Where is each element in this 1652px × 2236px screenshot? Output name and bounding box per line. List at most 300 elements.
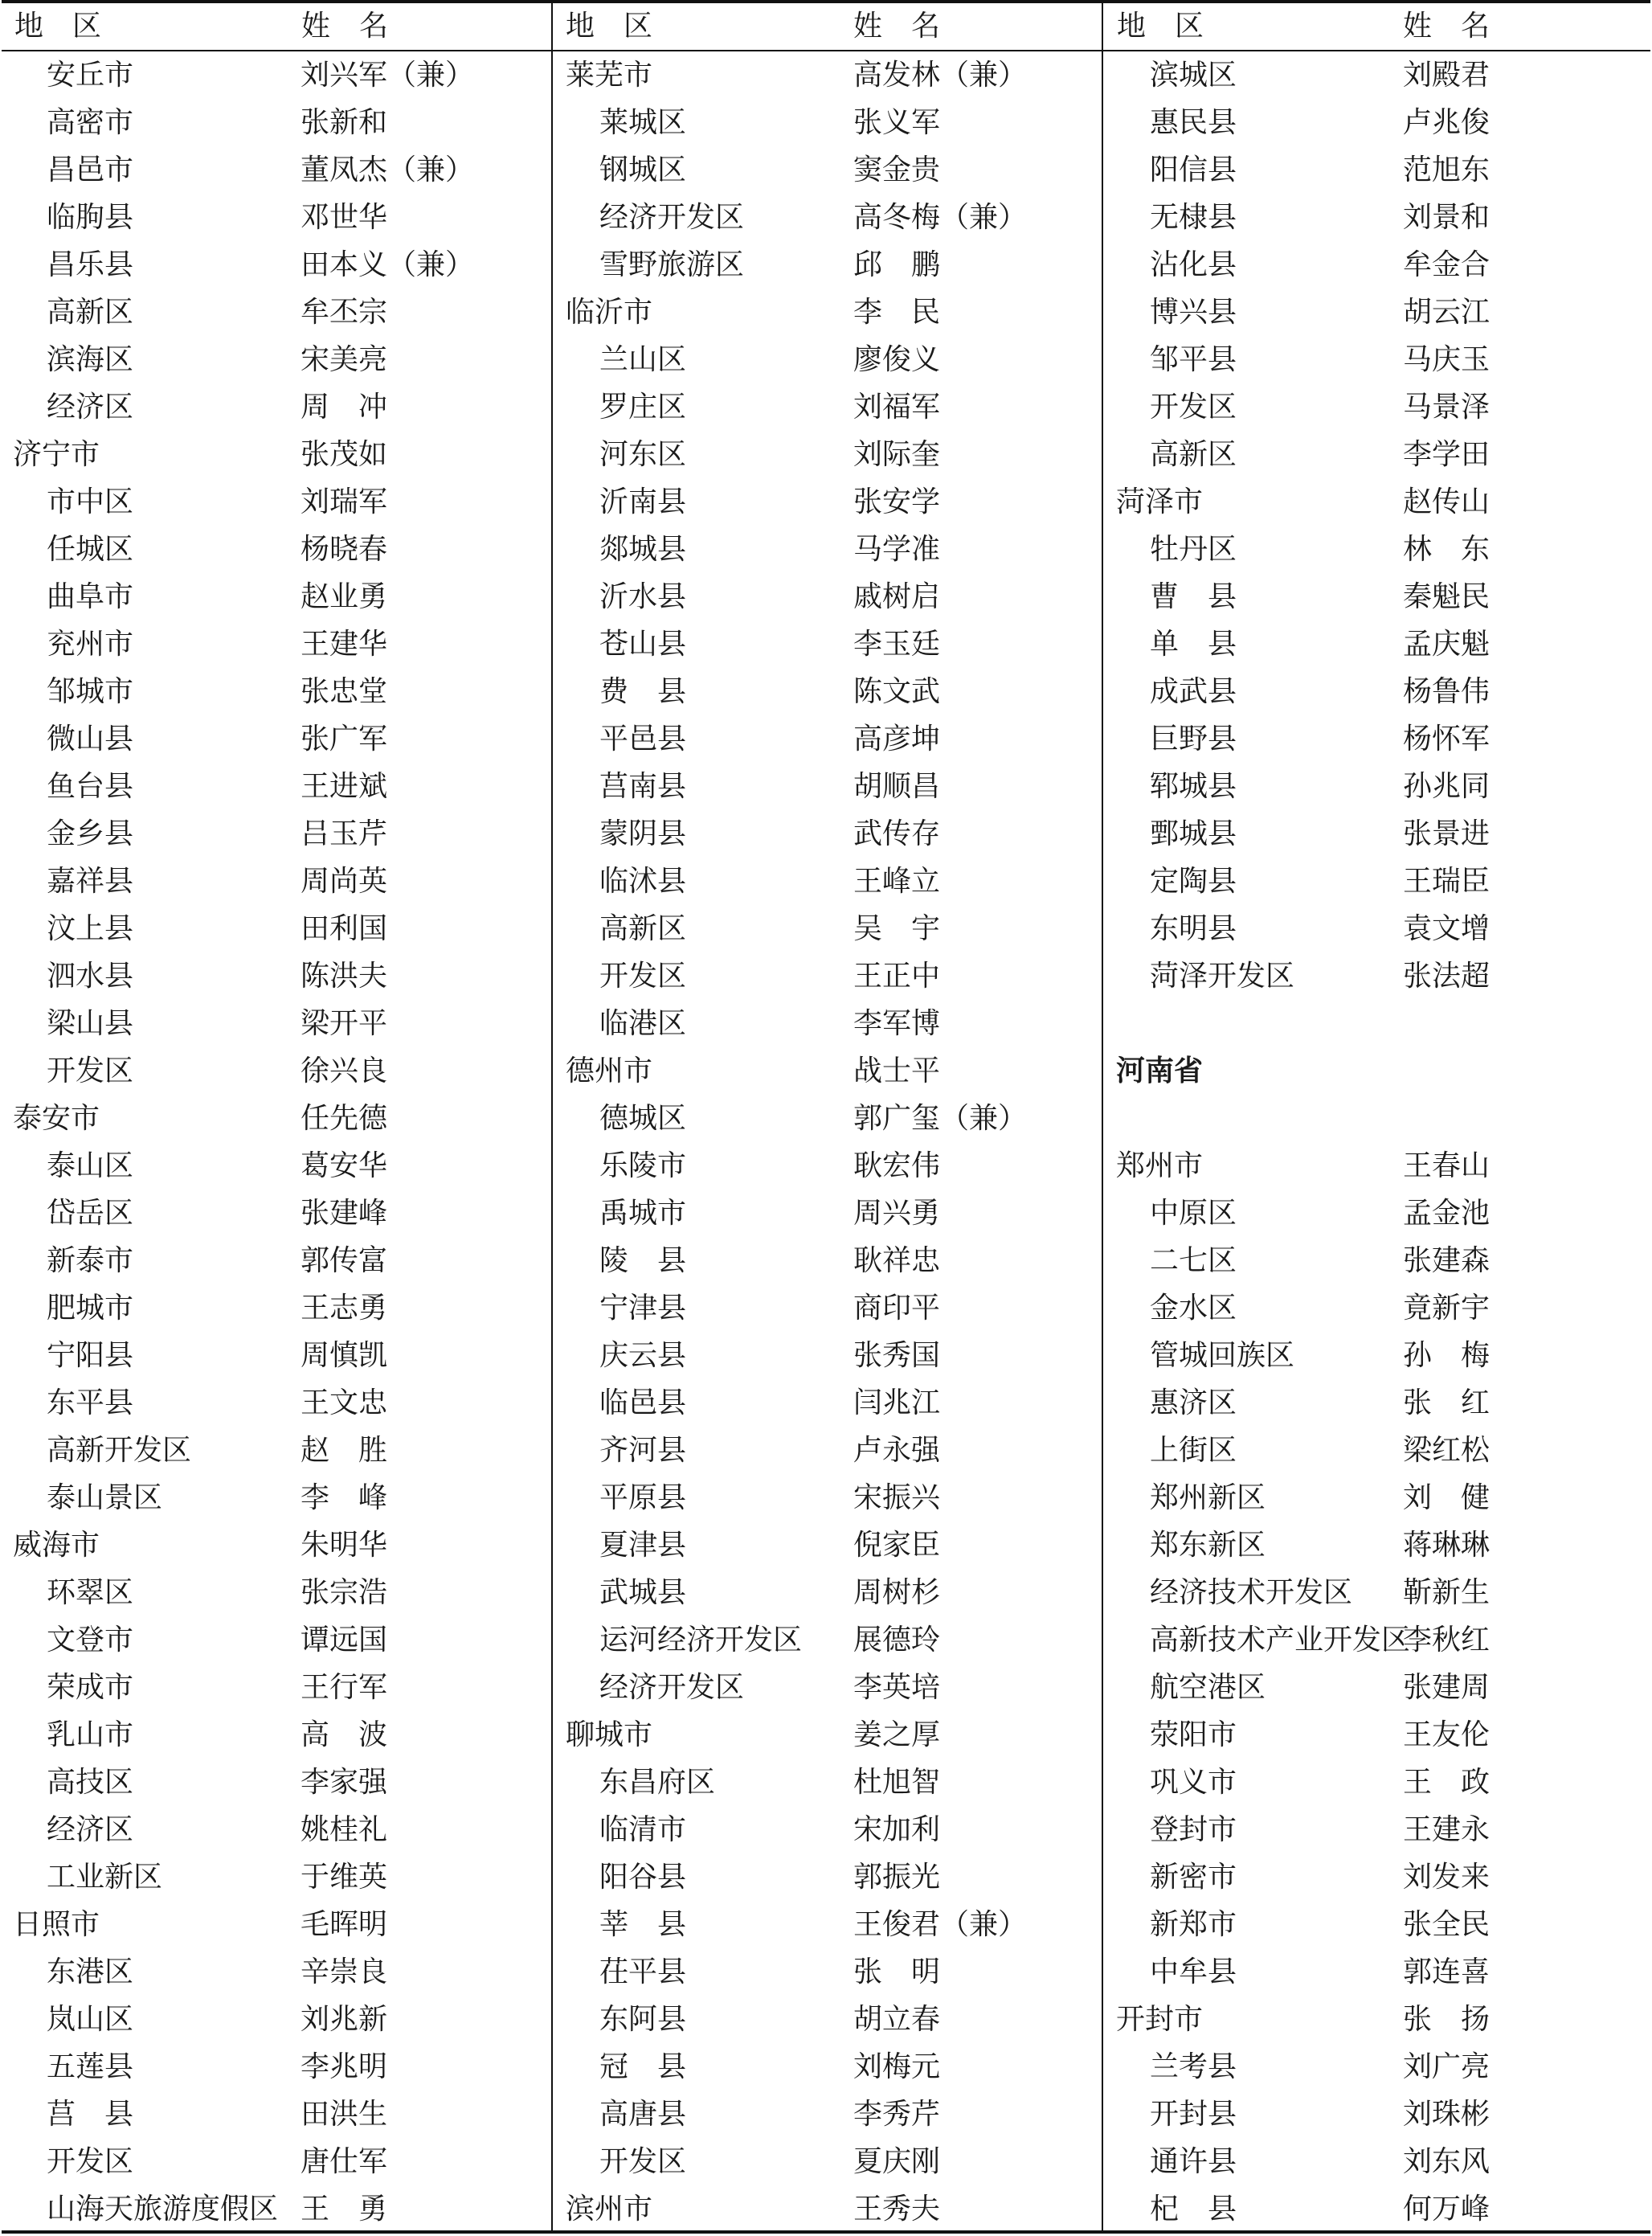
region-name: 高唐县	[599, 2098, 687, 2131]
name-header: 姓 名	[1403, 10, 1490, 43]
region-name: 高新开发区	[47, 1434, 192, 1467]
person-name: 李 民	[853, 296, 941, 329]
person-name: 梁红松	[1403, 1434, 1490, 1467]
region-header: 地 区	[566, 10, 653, 43]
person-name: 胡云江	[1403, 296, 1490, 329]
table-row	[0, 1142, 551, 1190]
table-row	[0, 241, 551, 289]
region-name: 杞 县	[1150, 2193, 1237, 2226]
person-name: 张安学	[853, 485, 941, 518]
person-name: 刘 健	[1403, 1481, 1490, 1514]
table-row	[1103, 51, 1652, 99]
person-name: 王峰立	[853, 865, 941, 898]
table-row	[1103, 194, 1652, 241]
region-name: 航空港区	[1150, 1671, 1266, 1704]
region-name: 昌乐县	[47, 248, 134, 281]
region-name: 费 县	[599, 675, 687, 708]
table-row	[1103, 1000, 1652, 1047]
column-1	[0, 0, 551, 2234]
person-name: 周兴勇	[853, 1197, 941, 1230]
region-name: 茌平县	[599, 1955, 687, 1988]
region-name: 泰山区	[47, 1149, 134, 1182]
table-row	[553, 1711, 1102, 1759]
region-name: 博兴县	[1150, 296, 1237, 329]
person-name: 刘广亮	[1403, 2050, 1490, 2083]
region-name: 微山县	[47, 723, 134, 756]
table-row	[553, 1616, 1102, 1664]
table-row	[1103, 1095, 1652, 1142]
region-name: 新郑市	[1150, 1908, 1237, 1941]
person-name: 秦魁民	[1403, 580, 1490, 613]
person-name: 刘东风	[1403, 2145, 1490, 2178]
person-name: 牟金合	[1403, 248, 1490, 281]
table-row	[0, 952, 551, 1000]
region-name: 泰安市	[13, 1102, 100, 1135]
table-row	[0, 1190, 551, 1237]
region-name: 临沂市	[566, 296, 653, 329]
region-name: 禹城市	[599, 1197, 687, 1230]
person-name: 王瑞臣	[1403, 865, 1490, 898]
table-row	[553, 1142, 1102, 1190]
region-name: 市中区	[47, 485, 134, 518]
table-row	[553, 146, 1102, 194]
table-row	[0, 810, 551, 858]
table-row	[553, 763, 1102, 810]
region-name: 济宁市	[13, 438, 100, 471]
region-name: 金水区	[1150, 1292, 1237, 1325]
region-name: 宁津县	[599, 1292, 687, 1325]
table-row	[0, 1379, 551, 1427]
person-name: 刘兆新	[301, 2003, 388, 2036]
person-name: 孟金池	[1403, 1197, 1490, 1230]
region-name: 沾化县	[1150, 248, 1237, 281]
region-name: 郑州市	[1116, 1149, 1204, 1182]
person-name: 谭远国	[301, 1624, 388, 1657]
person-name: 刘发来	[1403, 1861, 1490, 1894]
region-name: 经济区	[47, 391, 134, 424]
region-name: 乐陵市	[599, 1149, 687, 1182]
person-name: 张景进	[1403, 817, 1490, 850]
person-name: 姜之厚	[853, 1718, 941, 1751]
name-header: 姓 名	[853, 10, 941, 43]
person-name: 吕玉芹	[301, 817, 388, 850]
region-name: 德城区	[599, 1102, 687, 1135]
person-name: 刘兴军（兼）	[301, 59, 475, 92]
table-row	[0, 51, 551, 99]
person-name: 李家强	[301, 1766, 388, 1799]
table-row	[1103, 1379, 1652, 1427]
table-row	[0, 905, 551, 952]
person-name: 马庆玉	[1403, 343, 1490, 376]
table-row	[0, 668, 551, 715]
region-name: 新泰市	[47, 1244, 134, 1277]
region-name: 开发区	[47, 2145, 134, 2178]
person-name: 孙兆同	[1403, 770, 1490, 803]
region-name: 昌邑市	[47, 154, 134, 186]
person-name: 高冬梅（兼）	[853, 201, 1028, 234]
region-name: 嘉祥县	[47, 865, 134, 898]
table-row	[1103, 1427, 1652, 1474]
table-row	[1103, 668, 1652, 715]
table-row	[1103, 1284, 1652, 1332]
region-name: 齐河县	[599, 1434, 687, 1467]
person-name: 王建永	[1403, 1813, 1490, 1846]
table-row	[1103, 2043, 1652, 2091]
table-row	[1103, 1616, 1652, 1664]
person-name: 刘珠彬	[1403, 2098, 1490, 2131]
table-row	[0, 1474, 551, 1521]
region-name: 沂水县	[599, 580, 687, 613]
table-row	[0, 1332, 551, 1379]
person-name: 竟新宇	[1403, 1292, 1490, 1325]
table-row	[553, 715, 1102, 763]
person-name: 张 明	[853, 1955, 941, 1988]
table-row	[1103, 1142, 1652, 1190]
table-row	[0, 383, 551, 431]
region-name: 岱岳区	[47, 1197, 134, 1230]
region-name: 东阿县	[599, 2003, 687, 2036]
person-name: 戚树启	[853, 580, 941, 613]
region-name: 临邑县	[599, 1386, 687, 1419]
person-name: 刘际奎	[853, 438, 941, 471]
table-row	[553, 526, 1102, 573]
region-name: 临朐县	[47, 201, 134, 234]
person-name: 李英培	[853, 1671, 941, 1704]
region-name: 高密市	[47, 106, 134, 139]
person-name: 李学田	[1403, 438, 1490, 471]
region-name: 莒南县	[599, 770, 687, 803]
region-name: 惠济区	[1150, 1386, 1237, 1419]
table-row	[553, 1948, 1102, 1996]
table-row	[0, 1948, 551, 1996]
person-name: 张宗浩	[301, 1576, 388, 1609]
table-row	[1103, 620, 1652, 668]
table-row	[1103, 1237, 1652, 1284]
region-name: 开发区	[47, 1055, 134, 1087]
table-row	[0, 1996, 551, 2043]
person-name: 高发林（兼）	[853, 59, 1028, 92]
person-name: 董凤杰（兼）	[301, 154, 475, 186]
person-name: 周 冲	[301, 391, 388, 424]
region-name: 中原区	[1150, 1197, 1237, 1230]
person-name: 杨怀军	[1403, 723, 1490, 756]
region-name: 高新区	[47, 296, 134, 329]
table-row	[553, 858, 1102, 905]
person-name: 胡立春	[853, 2003, 941, 2036]
person-name: 卢兆俊	[1403, 106, 1490, 139]
table-row	[1103, 1759, 1652, 1806]
person-name: 刘瑞军	[301, 485, 388, 518]
table-row	[1103, 526, 1652, 573]
person-name: 李兆明	[301, 2050, 388, 2083]
column-2	[553, 0, 1102, 2234]
region-name: 梁山县	[47, 1007, 134, 1040]
table-row	[553, 2138, 1102, 2185]
region-name: 阳谷县	[599, 1861, 687, 1894]
region-name: 夏津县	[599, 1529, 687, 1562]
region-name: 陵 县	[599, 1244, 687, 1277]
table-row	[553, 1332, 1102, 1379]
person-name: 王志勇	[301, 1292, 388, 1325]
person-name: 郭振光	[853, 1861, 941, 1894]
region-name: 宁阳县	[47, 1339, 134, 1372]
person-name: 夏庆刚	[853, 2145, 941, 2178]
table-row	[0, 2091, 551, 2138]
person-name: 孟庆魁	[1403, 628, 1490, 661]
table-row	[1103, 1664, 1652, 1711]
table-row	[553, 383, 1102, 431]
table-row	[0, 2185, 551, 2233]
table-row	[553, 336, 1102, 383]
table-row	[0, 431, 551, 478]
region-name: 莘 县	[599, 1908, 687, 1941]
table-row	[553, 1664, 1102, 1711]
region-name: 郯城县	[599, 533, 687, 566]
table-row	[1103, 905, 1652, 952]
table-row	[0, 478, 551, 526]
region-name: 任城区	[47, 533, 134, 566]
person-name: 倪家臣	[853, 1529, 941, 1562]
region-header: 地 区	[1117, 10, 1204, 43]
region-name: 沂南县	[599, 485, 687, 518]
region-name: 开发区	[599, 960, 687, 993]
person-name: 郭连喜	[1403, 1955, 1490, 1988]
person-name: 王 政	[1403, 1766, 1490, 1799]
table-row	[0, 1521, 551, 1569]
region-name: 通许县	[1150, 2145, 1237, 2178]
table-row	[553, 1996, 1102, 2043]
table-row	[553, 431, 1102, 478]
person-name: 田洪生	[301, 2098, 388, 2131]
region-name: 运河经济开发区	[599, 1624, 803, 1657]
person-name: 李秀芹	[853, 2098, 941, 2131]
person-name: 闫兆江	[853, 1386, 941, 1419]
table-row	[1103, 1711, 1652, 1759]
table-row	[553, 620, 1102, 668]
table-row	[0, 1284, 551, 1332]
table-row	[1103, 2185, 1652, 2233]
table-row	[1103, 1901, 1652, 1948]
region-name: 邹城市	[47, 675, 134, 708]
person-name: 邓世华	[301, 201, 388, 234]
table-row	[1103, 99, 1652, 146]
table-row	[553, 2185, 1102, 2233]
table-row	[553, 1569, 1102, 1616]
person-name: 刘福军	[853, 391, 941, 424]
region-name: 菏泽市	[1116, 485, 1204, 518]
region-name: 兰考县	[1150, 2050, 1237, 2083]
table-row	[0, 763, 551, 810]
region-name: 五莲县	[47, 2050, 134, 2083]
table-row	[0, 1569, 551, 1616]
name-header: 姓 名	[301, 10, 389, 43]
person-name: 宋加利	[853, 1813, 941, 1846]
table-row	[553, 1190, 1102, 1237]
person-name: 张茂如	[301, 438, 388, 471]
person-name: 何万峰	[1403, 2193, 1490, 2226]
person-name: 王俊君（兼）	[853, 1908, 1028, 1941]
table-row	[0, 1853, 551, 1901]
region-name: 河东区	[599, 438, 687, 471]
province-name: 河南省	[1116, 1055, 1204, 1087]
table-row	[0, 1616, 551, 1664]
region-name: 平原县	[599, 1481, 687, 1514]
table-row	[0, 1427, 551, 1474]
region-name: 金乡县	[47, 817, 134, 850]
person-name: 赵传山	[1403, 485, 1490, 518]
person-name: 刘梅元	[853, 2050, 941, 2083]
region-name: 东平县	[47, 1386, 134, 1419]
table-row	[553, 810, 1102, 858]
person-name: 王进斌	[301, 770, 388, 803]
region-name: 开发区	[1150, 391, 1237, 424]
region-name: 泰山景区	[47, 1481, 163, 1514]
table-row	[1103, 1190, 1652, 1237]
person-name: 袁文增	[1403, 912, 1490, 945]
person-name: 林 东	[1403, 533, 1490, 566]
region-name: 威海市	[13, 1529, 100, 1562]
table-row	[0, 1047, 551, 1095]
region-name: 滨城区	[1150, 59, 1237, 92]
region-name: 鱼台县	[47, 770, 134, 803]
person-name: 姚桂礼	[301, 1813, 388, 1846]
table-row	[0, 1664, 551, 1711]
person-name: 王文忠	[301, 1386, 388, 1419]
table-row	[553, 2043, 1102, 2091]
table-row	[0, 2043, 551, 2091]
person-name: 唐仕军	[301, 2145, 388, 2178]
table-row	[1103, 1806, 1652, 1853]
person-name: 刘殿君	[1403, 59, 1490, 92]
table-row	[553, 1427, 1102, 1474]
region-name: 工业新区	[47, 1861, 163, 1894]
region-name: 莒 县	[47, 2098, 134, 2131]
person-name: 任先德	[301, 1102, 388, 1135]
person-name: 张建峰	[301, 1197, 388, 1230]
table-row	[0, 573, 551, 620]
table-row	[1103, 763, 1652, 810]
table-row	[0, 1095, 551, 1142]
person-name: 耿宏伟	[853, 1149, 941, 1182]
region-name: 开封县	[1150, 2098, 1237, 2131]
region-name: 开发区	[599, 2145, 687, 2178]
person-name: 展德玲	[853, 1624, 941, 1657]
person-name: 王行军	[301, 1671, 388, 1704]
table-row	[1103, 1569, 1652, 1616]
table-row	[553, 905, 1102, 952]
person-name: 张新和	[301, 106, 388, 139]
person-name: 田本义（兼）	[301, 248, 475, 281]
table-row	[553, 1095, 1102, 1142]
region-name: 无棣县	[1150, 201, 1237, 234]
region-name: 高技区	[47, 1766, 134, 1799]
region-name: 泗水县	[47, 960, 134, 993]
person-name: 马景泽	[1403, 391, 1490, 424]
region-name: 庆云县	[599, 1339, 687, 1372]
person-name: 张 红	[1403, 1386, 1490, 1419]
table-row	[1103, 1521, 1652, 1569]
table-row	[1103, 241, 1652, 289]
region-name: 阳信县	[1150, 154, 1237, 186]
region-name: 蒙阴县	[599, 817, 687, 850]
region-name: 东明县	[1150, 912, 1237, 945]
region-name: 文登市	[47, 1624, 134, 1657]
person-name: 牟丕宗	[301, 296, 388, 329]
person-name: 张法超	[1403, 960, 1490, 993]
table-row	[0, 1759, 551, 1806]
person-name: 邱 鹏	[853, 248, 941, 281]
person-name: 杨鲁伟	[1403, 675, 1490, 708]
table-row	[553, 1284, 1102, 1332]
region-name: 乳山市	[47, 1718, 134, 1751]
region-name: 管城回族区	[1150, 1339, 1295, 1372]
region-name: 德州市	[566, 1055, 653, 1087]
region-name: 荣成市	[47, 1671, 134, 1704]
region-name: 安丘市	[47, 59, 134, 92]
person-name: 武传存	[853, 817, 941, 850]
person-name: 张建周	[1403, 1671, 1490, 1704]
region-name: 单 县	[1150, 628, 1237, 661]
table-row	[553, 1379, 1102, 1427]
person-name: 窦金贵	[853, 154, 941, 186]
region-name: 成武县	[1150, 675, 1237, 708]
region-name: 雪野旅游区	[599, 248, 745, 281]
section-heading	[1103, 1047, 1652, 1095]
table-row	[553, 668, 1102, 715]
person-name: 周尚英	[301, 865, 388, 898]
table-row	[0, 715, 551, 763]
person-name: 陈文武	[853, 675, 941, 708]
table-row	[1103, 2138, 1652, 2185]
person-name: 马学准	[853, 533, 941, 566]
table-row	[1103, 431, 1652, 478]
person-name: 王 勇	[301, 2193, 388, 2226]
region-name: 临沭县	[599, 865, 687, 898]
region-name: 莱芜市	[566, 59, 653, 92]
table-row	[553, 478, 1102, 526]
person-name: 于维英	[301, 1861, 388, 1894]
table-row	[1103, 1853, 1652, 1901]
table-row	[1103, 1332, 1652, 1379]
region-name: 经济技术开发区	[1150, 1576, 1353, 1609]
person-name: 李玉廷	[853, 628, 941, 661]
table-row	[553, 194, 1102, 241]
region-name: 东港区	[47, 1955, 134, 1988]
person-name: 张义军	[853, 106, 941, 139]
table-row	[553, 573, 1102, 620]
region-name: 临清市	[599, 1813, 687, 1846]
person-name: 高 波	[301, 1718, 388, 1751]
table-row	[1103, 1948, 1652, 1996]
person-name: 范旭东	[1403, 154, 1490, 186]
table-row	[1103, 1996, 1652, 2043]
region-name: 上街区	[1150, 1434, 1237, 1467]
person-name: 胡顺昌	[853, 770, 941, 803]
table-row	[0, 1711, 551, 1759]
person-name: 宋振兴	[853, 1481, 941, 1514]
table-row	[1103, 952, 1652, 1000]
table-row	[1103, 146, 1652, 194]
table-row	[0, 1901, 551, 1948]
table-row	[553, 1237, 1102, 1284]
region-name: 冠 县	[599, 2050, 687, 2083]
table-row	[553, 1047, 1102, 1095]
person-name: 王友伦	[1403, 1718, 1490, 1751]
region-name: 新密市	[1150, 1861, 1237, 1894]
region-name: 汶上县	[47, 912, 134, 945]
region-name: 经济区	[47, 1813, 134, 1846]
region-name: 菏泽开发区	[1150, 960, 1295, 993]
